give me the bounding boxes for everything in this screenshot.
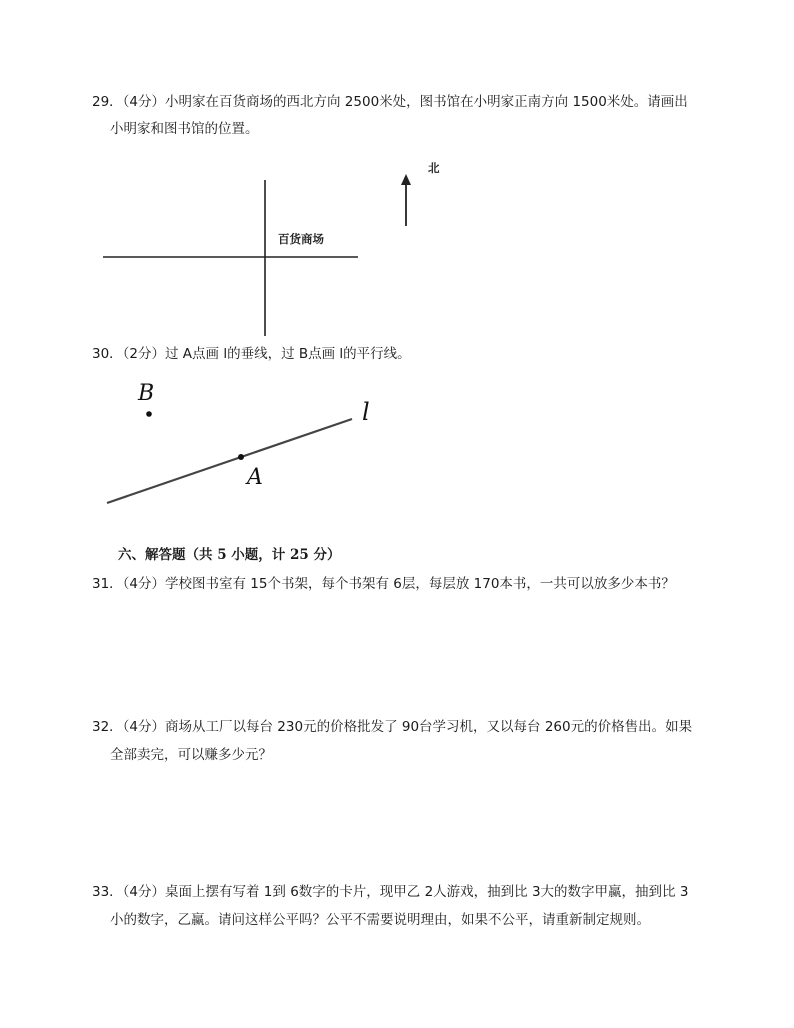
q30-point-b bbox=[146, 411, 152, 417]
q31-text-line1: 31．（4分）学校图书室有 15个书架，每个书架有 6层，每层放 170本书，一共可以放多少本书？ bbox=[92, 576, 675, 592]
north-arrowhead-icon bbox=[401, 174, 411, 185]
q33-text-line1: 33．（4分）桌面上摆有写着 1到 6数字的卡片，现甲乙 2人游戏，抽到比 3大的数字甲赢，抽到比 3 bbox=[92, 884, 689, 900]
section6-title: 六、解答题（共 5 小题，计 25 分） bbox=[118, 547, 341, 563]
q29-store-label: 百货商场 bbox=[278, 232, 324, 246]
q30-label-a: A bbox=[247, 465, 263, 490]
q30-line-l bbox=[107, 419, 352, 503]
q30-label-l: l bbox=[362, 398, 370, 426]
q29-north-label: 北 bbox=[428, 161, 440, 175]
q30-label-b: B bbox=[138, 381, 155, 406]
q32-text-line1: 32．（4分）商场从工厂以每台 230元的价格批发了 90台学习机，又以每台 260元的价格售出。如果 bbox=[92, 719, 693, 735]
q29-text-line2: 小明家和图书馆的位置。 bbox=[110, 121, 259, 137]
q33-text-line2: 小的数字，乙赢。请问这样公平吗？公平不需要说明理由，如果不公平，请重新制定规则。 bbox=[110, 912, 650, 928]
q32-text-line2: 全部卖完，可以赚多少元？ bbox=[110, 747, 272, 763]
q30-point-a bbox=[238, 454, 244, 460]
q29-text-line1: 29．（4分）小明家在百货商场的西北方向 2500米处，图书馆在小明家正南方向 1500米处。请画出 bbox=[92, 94, 688, 110]
q30-text-line1: 30．（2分）过 A点画 l的垂线，过 B点画 l的平行线。 bbox=[92, 346, 411, 362]
